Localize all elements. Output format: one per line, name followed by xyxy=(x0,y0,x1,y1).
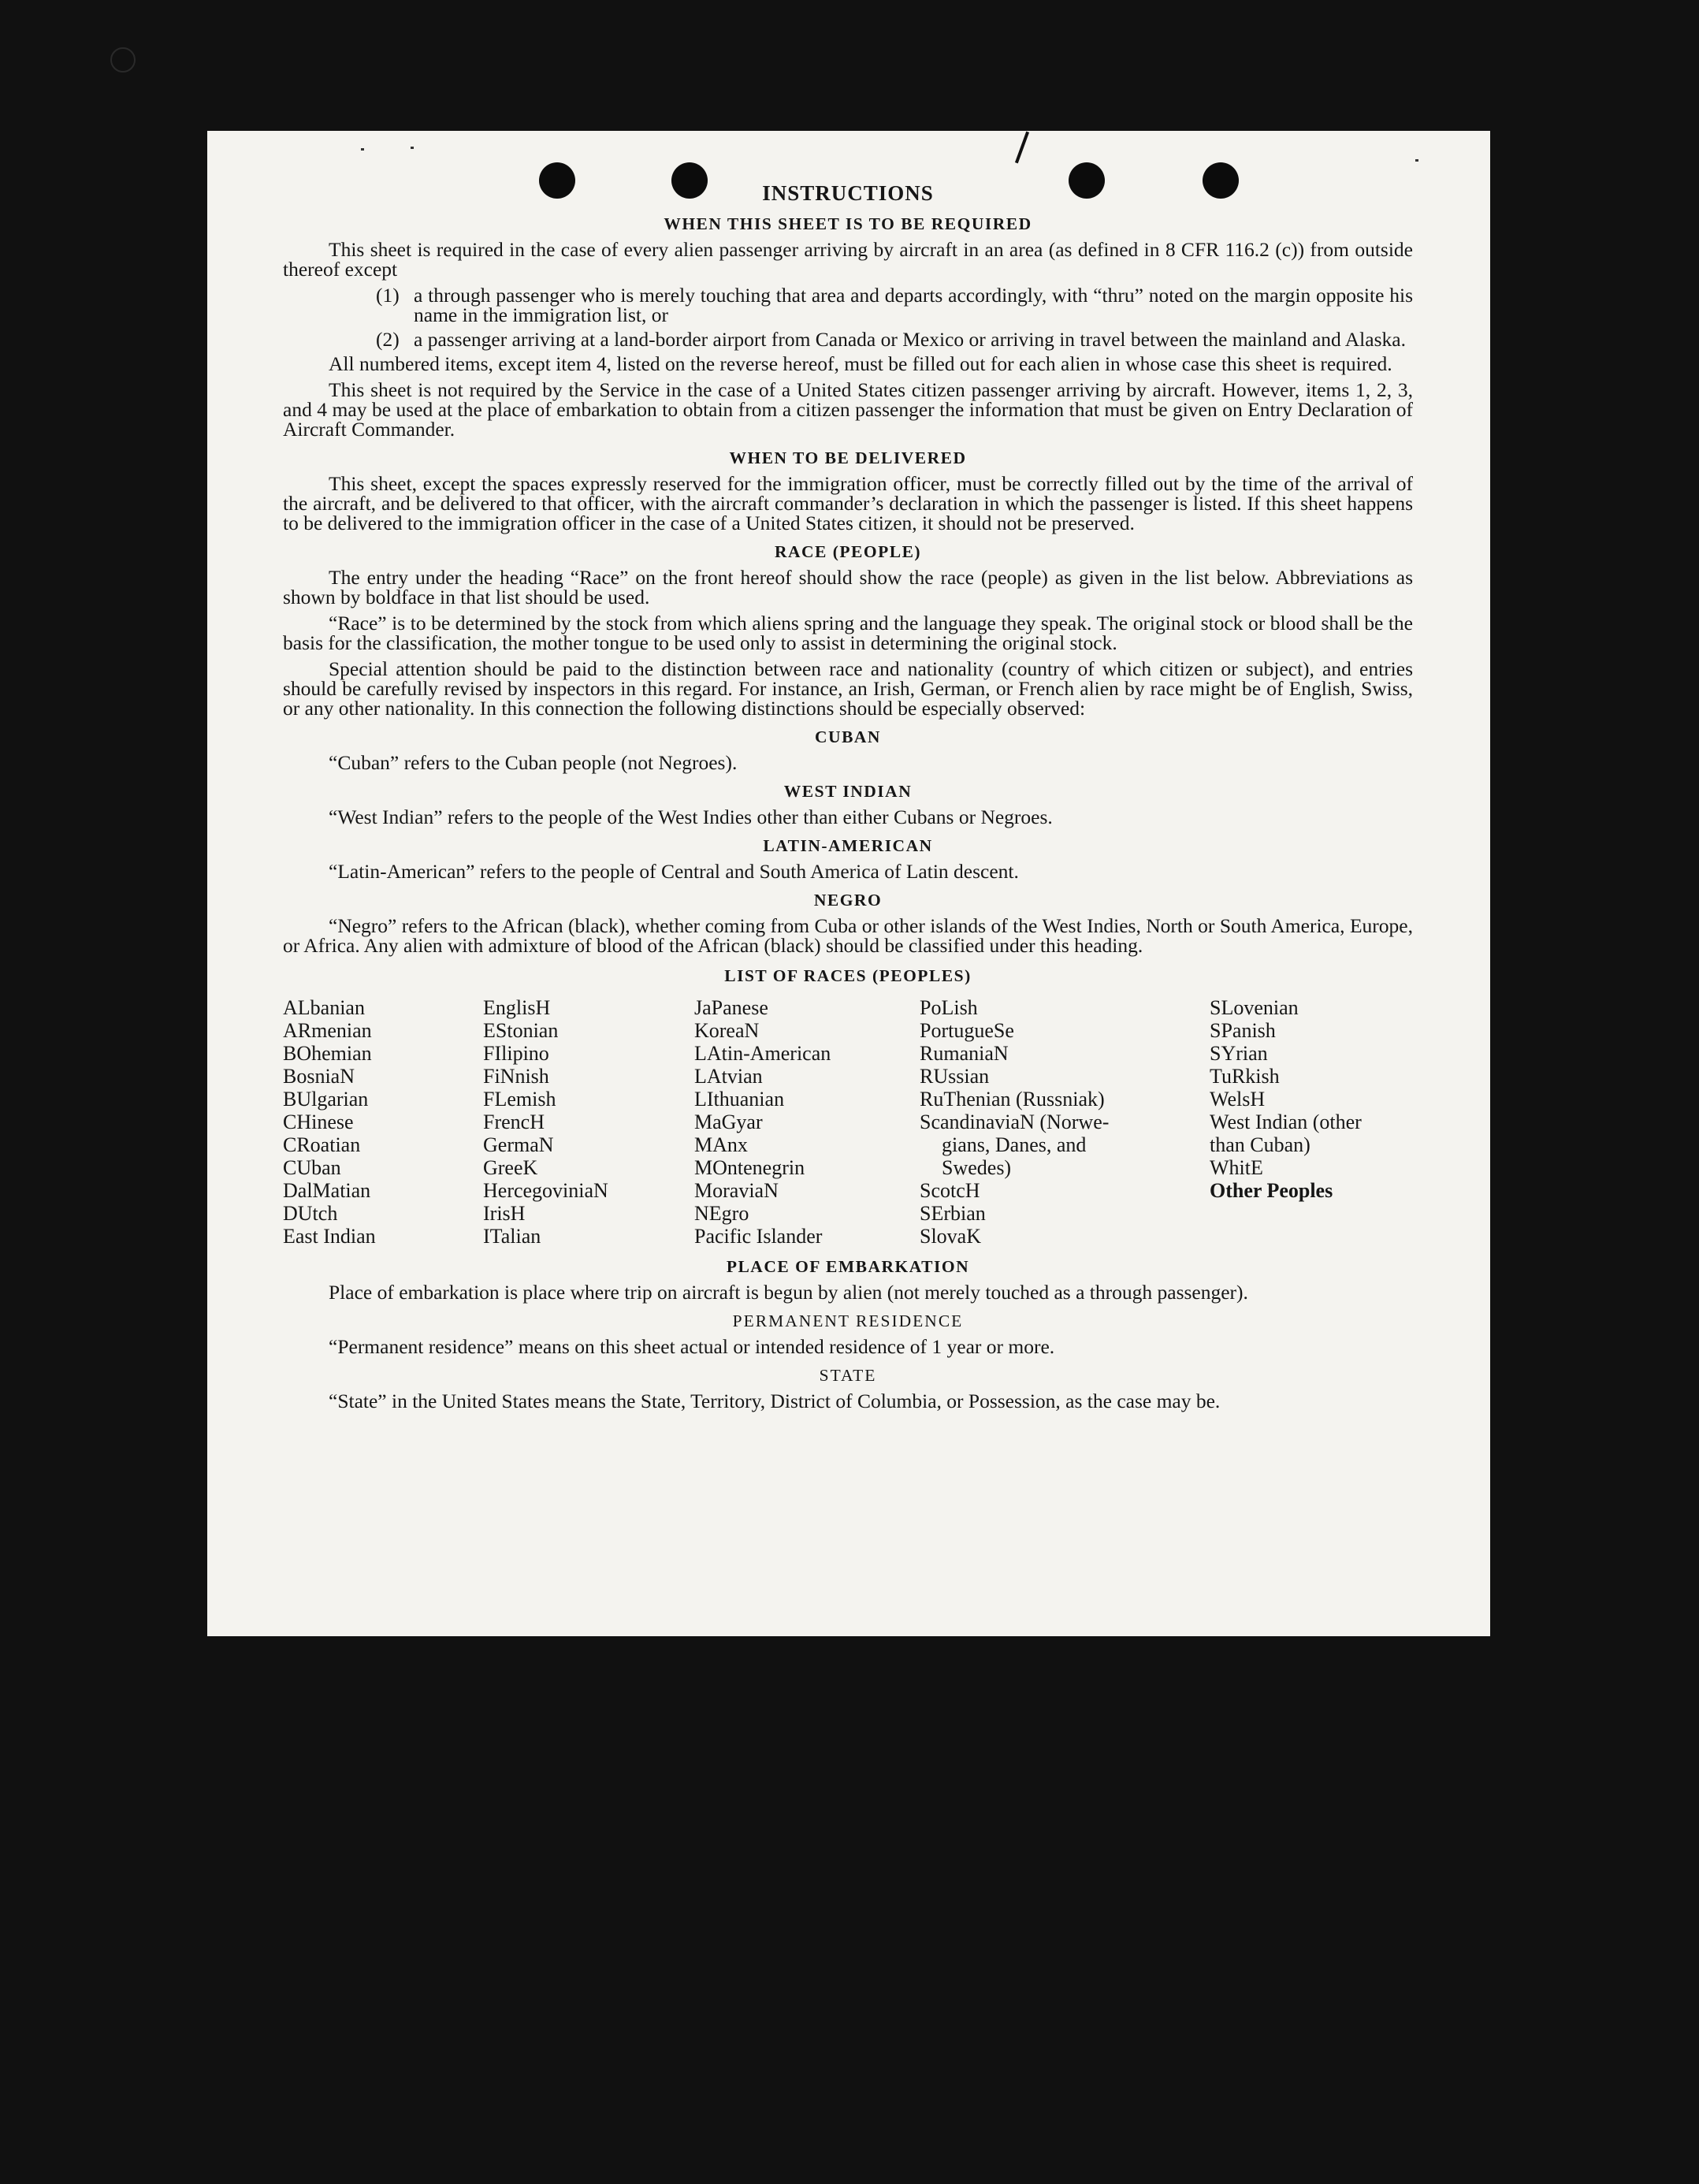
exception-text: a passenger arriving at a land-border airport from Canada or Mexico or arriving in travel between the mainland and Alaska. xyxy=(414,328,1406,351)
race-entry: MaGyar xyxy=(694,1111,763,1133)
race-entry: ALbanian xyxy=(283,996,365,1019)
races-list xyxy=(283,996,1413,1248)
exception-item xyxy=(376,285,1413,325)
section-heading-residence: PERMANENT RESIDENCE xyxy=(732,1312,964,1330)
race-entry: Other Peoples xyxy=(1210,1179,1333,1202)
race-entry: NEgro xyxy=(694,1202,749,1225)
speck xyxy=(1415,159,1418,162)
race-entry: than Cuban) xyxy=(1210,1133,1310,1156)
races-column xyxy=(283,996,483,1248)
race-entry: ScandinaviaN (Norwe- xyxy=(920,1111,1110,1133)
page-title: INSTRUCTIONS xyxy=(762,181,934,205)
section-heading-delivered: WHEN TO BE DELIVERED xyxy=(729,448,967,467)
race-entry: CHinese xyxy=(283,1111,354,1133)
race-entry: East Indian xyxy=(283,1225,376,1248)
race-entry: SErbian xyxy=(920,1202,986,1225)
race-entry: MAnx xyxy=(694,1133,748,1156)
races-column xyxy=(483,996,694,1248)
races-column xyxy=(1210,996,1413,1248)
section-heading-west-indian: WEST INDIAN xyxy=(783,782,913,801)
required-intro: This sheet is required in the case of every alien passenger arriving by aircraft in an area (as defined in 8 CFR 116.2 (c)) from outside thereof except xyxy=(283,238,1413,281)
pen-mark xyxy=(1015,132,1029,164)
race-entry: FLemish xyxy=(483,1088,556,1111)
race-entry: WhitE xyxy=(1210,1156,1263,1179)
exception-item xyxy=(376,329,1413,349)
race-entry: MOntenegrin xyxy=(694,1156,805,1179)
west-indian-text: “West Indian” refers to the people of the West Indies other than either Cubans or Negroes. xyxy=(329,806,1053,828)
race-entry: MoraviaN xyxy=(694,1179,779,1202)
film-frame-mark xyxy=(110,47,136,73)
race-para-3: Special attention should be paid to the distinction between race and nationality (country of which citizen or subject), and entries should be carefully revised by inspectors in this regard. For instance, an Irish, German, or French alien by race might be of English, Swiss, or any other nationality. In this connection the following distinctions should be especially observed: xyxy=(283,657,1413,720)
race-entry: DUtch xyxy=(283,1202,338,1225)
race-entry: LIthuanian xyxy=(694,1088,785,1111)
race-entry: GermaN xyxy=(483,1133,554,1156)
race-entry: CUban xyxy=(283,1156,341,1179)
race-entry: EnglisH xyxy=(483,996,551,1019)
section-heading-latin-american: LATIN-AMERICAN xyxy=(763,836,933,855)
race-entry: SPanish xyxy=(1210,1019,1276,1042)
required-citizen-note: This sheet is not required by the Service in the case of a United States citizen passenger arriving by aircraft. However, items 1, 2, 3, and 4 may be used at the place of embarkation to obtain from a citizen passenger the information that must be given on Entry Declaration of Aircraft Commander. xyxy=(283,378,1413,441)
race-entry: SLovenian xyxy=(1210,996,1299,1019)
exception-text: a through passenger who is merely touching that area and departs accordingly, with “thru” noted on the margin opposite his name in the immigration list, or xyxy=(414,284,1413,326)
section-heading-cuban: CUBAN xyxy=(815,727,881,746)
race-entry: RuThenian (Russniak) xyxy=(920,1088,1105,1111)
exception-number: (2) xyxy=(376,328,400,351)
race-entry: ITalian xyxy=(483,1225,541,1248)
race-entry: GreeK xyxy=(483,1156,538,1179)
race-entry: CRoatian xyxy=(283,1133,361,1156)
race-entry: gians, Danes, and xyxy=(942,1133,1087,1156)
required-numbered-items: All numbered items, except item 4, listed on the reverse hereof, must be filled out for each alien in whose case this sheet is required. xyxy=(329,352,1392,375)
section-heading-race: RACE (PEOPLE) xyxy=(774,542,922,561)
race-para-2: “Race” is to be determined by the stock from which aliens spring and the language they speak. The original stock or blood shall be the basis for the classification, the mother tongue to be used only to assist in determining the original stock. xyxy=(283,612,1413,654)
race-entry: LAtin-American xyxy=(694,1042,831,1065)
race-entry: FrencH xyxy=(483,1111,545,1133)
race-entry: RUssian xyxy=(920,1065,990,1088)
race-entry: SYrian xyxy=(1210,1042,1268,1065)
race-entry: KoreaN xyxy=(694,1019,760,1042)
races-column xyxy=(920,996,1210,1248)
negro-text: “Negro” refers to the African (black), whether coming from Cuba or other islands of the West Indies, North or South America, Europe, or Africa. Any alien with admixture of blood of the African (black) should be classified under this heading. xyxy=(283,914,1413,957)
race-entry: West Indian (other xyxy=(1210,1111,1362,1133)
race-entry: TuRkish xyxy=(1210,1065,1280,1088)
race-entry: BosniaN xyxy=(283,1065,355,1088)
punch-hole xyxy=(539,162,575,199)
race-entry: WelsH xyxy=(1210,1088,1266,1111)
race-entry: ScotcH xyxy=(920,1179,980,1202)
section-heading-embarkation: PLACE OF EMBARKATION xyxy=(726,1257,970,1276)
race-entry: SlovaK xyxy=(920,1225,981,1248)
section-heading-required: WHEN THIS SHEET IS TO BE REQUIRED xyxy=(664,214,1032,233)
race-entry: JaPanese xyxy=(694,996,768,1019)
exception-number: (1) xyxy=(376,284,400,307)
race-entry: BUlgarian xyxy=(283,1088,369,1111)
race-entry: BOhemian xyxy=(283,1042,372,1065)
cuban-text: “Cuban” refers to the Cuban people (not Negroes). xyxy=(329,751,738,774)
section-heading-negro: NEGRO xyxy=(813,891,883,910)
speck xyxy=(411,147,414,149)
race-para-1: The entry under the heading “Race” on the front hereof should show the race (people) as given in the list below. Abbreviations as shown by boldface in that list should be used. xyxy=(283,566,1413,608)
punch-hole xyxy=(1203,162,1239,199)
section-heading-state: STATE xyxy=(819,1366,877,1385)
delivered-text: This sheet, except the spaces expressly reserved for the immigration officer, must be correctly filled out by the time of the arrival of the aircraft, and be delivered to that officer, with the aircraft commander’s declaration in which the passenger is listed. If this sheet happens to be delivered to the immigration officer in the case of a United States citizen, it should not be preserved. xyxy=(283,472,1413,534)
punch-hole xyxy=(1069,162,1105,199)
race-entry: IrisH xyxy=(483,1202,526,1225)
race-entry: Swedes) xyxy=(942,1156,1012,1179)
race-entry: EStonian xyxy=(483,1019,559,1042)
latin-american-text: “Latin-American” refers to the people of Central and South America of Latin descent. xyxy=(329,860,1019,883)
race-entry: Pacific Islander xyxy=(694,1225,823,1248)
race-entry: PortugueSe xyxy=(920,1019,1014,1042)
punch-hole xyxy=(671,162,708,199)
race-entry: FIlipino xyxy=(483,1042,549,1065)
section-heading-races-list: LIST OF RACES (PEOPLES) xyxy=(724,966,972,985)
race-entry: ARmenian xyxy=(283,1019,372,1042)
state-text: “State” in the United States means the State, Territory, District of Columbia, or Possession, as the case may be. xyxy=(329,1390,1221,1412)
residence-text: “Permanent residence” means on this sheet actual or intended residence of 1 year or more. xyxy=(329,1335,1055,1358)
race-entry: PoLish xyxy=(920,996,978,1019)
race-entry: LAtvian xyxy=(694,1065,763,1088)
races-column xyxy=(694,996,920,1248)
race-entry: RumaniaN xyxy=(920,1042,1009,1065)
instruction-sheet xyxy=(207,131,1490,1636)
speck xyxy=(361,148,364,151)
race-entry: HercegoviniaN xyxy=(483,1179,608,1202)
race-entry: FiNnish xyxy=(483,1065,549,1088)
embarkation-text: Place of embarkation is place where trip on aircraft is begun by alien (not merely touched as a through passenger). xyxy=(329,1281,1248,1304)
race-entry: DalMatian xyxy=(283,1179,371,1202)
